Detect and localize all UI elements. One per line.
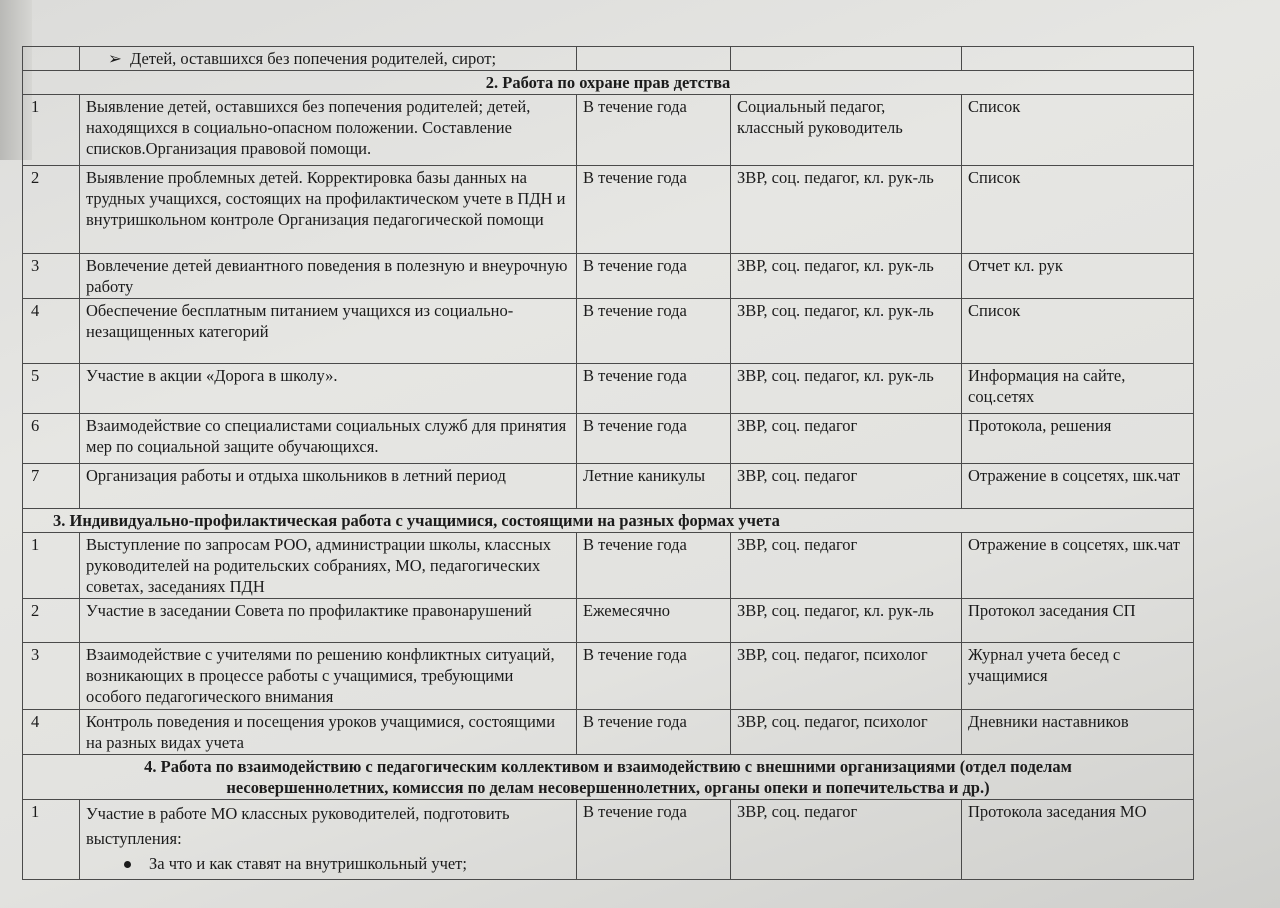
section-title: 4. Работа по взаимодействию с педагогическим коллективом и взаимодействию с внешними организациями (отдел поделам несовершеннолетних, комиссия по делам несовершеннолетних, органы опеки и попечительства и др.) [23, 755, 1194, 800]
result-text: Отчет кл. рук [962, 254, 1194, 299]
activity-text: Выявление детей, оставшихся без попечения родителей; детей, находящихся в социально-опасном положении. Составление списков.Организация правовой помощи. [80, 95, 577, 166]
activity-text: Взаимодействие со специалистами социальных служб для принятия мер по социальной защите обучающихся. [80, 414, 577, 464]
timing-text: В течение года [577, 800, 731, 880]
sub-item-text: За что и как ставят на внутришкольный учет; [149, 854, 467, 873]
table-row [23, 533, 1194, 599]
num-cell [23, 47, 80, 71]
table-row [23, 95, 1194, 166]
timing-text: В течение года [577, 254, 731, 299]
responsible-text: ЗВР, соц. педагог, психолог [731, 710, 962, 755]
table-row [23, 364, 1194, 414]
row-number: 1 [23, 800, 80, 880]
activity-text: Организация работы и отдыха школьников в летний период [80, 464, 577, 509]
activity-text: Контроль поведения и посещения уроков учащимися, состоящими на разных видах учета [80, 710, 577, 755]
who-cell [731, 47, 962, 71]
result-text: Информация на сайте, соц.сетях [962, 364, 1194, 414]
timing-text: Ежемесячно [577, 599, 731, 643]
table-row [23, 47, 1194, 71]
table-row [23, 710, 1194, 755]
timing-text: В течение года [577, 95, 731, 166]
activity-text: Участие в работе МО классных руководителей, подготовить выступления: [86, 804, 510, 848]
table-row [23, 464, 1194, 509]
responsible-text: Социальный педагог, классный руководитель [731, 95, 962, 166]
row-number: 2 [23, 599, 80, 643]
timing-text: В течение года [577, 414, 731, 464]
responsible-text: ЗВР, соц. педагог, психолог [731, 643, 962, 710]
timing-text: В течение года [577, 533, 731, 599]
responsible-text: ЗВР, соц. педагог, кл. рук-ль [731, 254, 962, 299]
activity-text: Вовлечение детей девиантного поведения в полезную и внеурочную работу [80, 254, 577, 299]
table-row [23, 800, 1194, 880]
item-text: Детей, оставшихся без попечения родителей, сирот; [130, 49, 497, 68]
row-number: 4 [23, 299, 80, 364]
result-text: Список [962, 299, 1194, 364]
bullet-dot-icon [124, 861, 131, 868]
section-header-row [23, 71, 1194, 95]
timing-text: В течение года [577, 710, 731, 755]
responsible-text: ЗВР, соц. педагог [731, 533, 962, 599]
when-cell [577, 47, 731, 71]
table-row [23, 299, 1194, 364]
result-text: Протокола заседания МО [962, 800, 1194, 880]
activity-text: Участие в акции «Дорога в школу». [80, 364, 577, 414]
table-row [23, 599, 1194, 643]
table-row [23, 643, 1194, 710]
section-title: 3. Индивидуально-профилактическая работа с учащимися, состоящими на разных формах учета [23, 509, 1194, 533]
row-number: 7 [23, 464, 80, 509]
section-header-row [23, 509, 1194, 533]
activity-text: Выявление проблемных детей. Корректировка базы данных на трудных учащихся, состоящих на профилактическом учете в ПДН и внутришкольном контроле Организация педагогической помощи [80, 166, 577, 254]
row-number: 1 [23, 95, 80, 166]
section-header-row [23, 755, 1194, 800]
result-text: Протокола, решения [962, 414, 1194, 464]
timing-text: Летние каникулы [577, 464, 731, 509]
result-text: Отражение в соцсетях, шк.чат [962, 533, 1194, 599]
row-number: 1 [23, 533, 80, 599]
responsible-text: ЗВР, соц. педагог, кл. рук-ль [731, 166, 962, 254]
table-row [23, 414, 1194, 464]
result-text: Протокол заседания СП [962, 599, 1194, 643]
responsible-text: ЗВР, соц. педагог, кл. рук-ль [731, 364, 962, 414]
result-text: Дневники наставников [962, 710, 1194, 755]
activity-text: Выступление по запросам РОО, администрации школы, классных руководителей на родительских собраниях, МО, педагогических советах, заседаниях ПДН [80, 533, 577, 599]
timing-text: В течение года [577, 166, 731, 254]
result-text: Журнал учета бесед с учащимися [962, 643, 1194, 710]
activity-text: Обеспечение бесплатным питанием учащихся из социально-незащищенных категорий [80, 299, 577, 364]
section-title: 2. Работа по охране прав детства [23, 71, 1194, 95]
row-number: 4 [23, 710, 80, 755]
row-number: 2 [23, 166, 80, 254]
timing-text: В течение года [577, 364, 731, 414]
result-text: Список [962, 95, 1194, 166]
result-text: Отражение в соцсетях, шк.чат [962, 464, 1194, 509]
activity-text: Участие в заседании Совета по профилактике правонарушений [80, 599, 577, 643]
table-row [23, 166, 1194, 254]
timing-text: В течение года [577, 299, 731, 364]
responsible-text: ЗВР, соц. педагог [731, 464, 962, 509]
row-number: 5 [23, 364, 80, 414]
text-cell [80, 47, 577, 71]
responsible-text: ЗВР, соц. педагог [731, 800, 962, 880]
row-number: 3 [23, 254, 80, 299]
table-row [23, 254, 1194, 299]
responsible-text: ЗВР, соц. педагог [731, 414, 962, 464]
activity-text: Взаимодействие с учителями по решению конфликтных ситуаций, возникающих в процессе работы с учащимися, требующими особого педагогического внимания [80, 643, 577, 710]
row-number: 6 [23, 414, 80, 464]
timing-text: В течение года [577, 643, 731, 710]
arrow-bullet-icon: ➢ [108, 49, 122, 68]
row-number: 3 [23, 643, 80, 710]
responsible-text: ЗВР, соц. педагог, кл. рук-ль [731, 599, 962, 643]
activity-cell [80, 800, 577, 880]
result-cell [962, 47, 1194, 71]
responsible-text: ЗВР, соц. педагог, кл. рук-ль [731, 299, 962, 364]
plan-table [22, 46, 1194, 880]
result-text: Список [962, 166, 1194, 254]
